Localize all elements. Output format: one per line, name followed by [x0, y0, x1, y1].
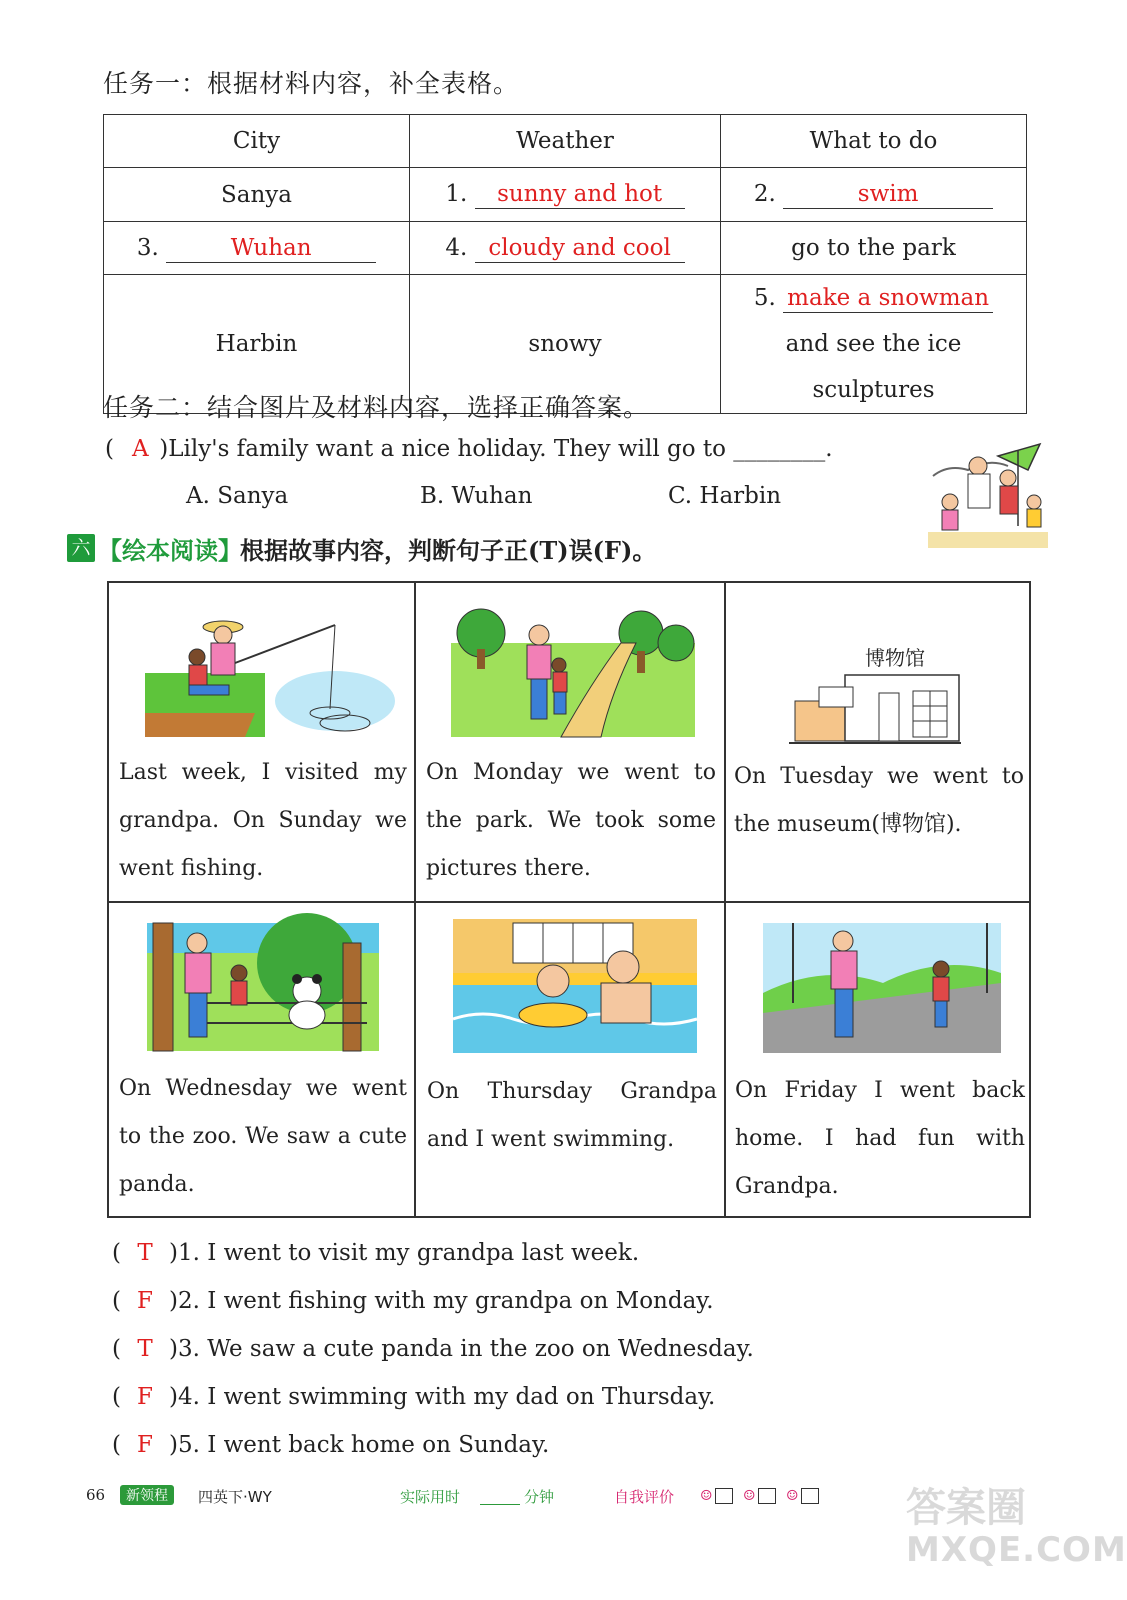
story-text-2: On Monday we went to the park. We took some pictures there. — [426, 760, 716, 881]
blank-number: 3. — [136, 234, 159, 261]
story-text-5: On Thursday Grandpa and I went swimming. — [427, 1079, 717, 1152]
story-text-1: Last week, I visited my grandpa. On Sunday we went fishing. — [119, 760, 407, 881]
time-label: 实际用时 — [400, 1488, 461, 1506]
judgement-text: )5. I went back home on Sunday. — [168, 1432, 550, 1458]
section-instruction: 根据故事内容，判断句子正(T)误(F)。 — [240, 536, 657, 565]
answer-blank: sunny and hot — [475, 180, 685, 209]
judgement-text: )4. I went swimming with my dad on Thursday. — [168, 1384, 716, 1410]
page-number: 66 — [86, 1486, 106, 1504]
section-tag: 【绘本阅读】 — [98, 536, 242, 565]
table-header-city: City — [104, 115, 410, 168]
cell-city-3 — [104, 222, 410, 275]
time-blank — [480, 1504, 520, 1505]
story-text-3: On Tuesday we went to the museum(博物馆). — [734, 764, 1024, 837]
judgement-answer: F — [137, 1288, 153, 1314]
judgement-4: ( F )4. I went swimming with my dad on Thursday. — [112, 1384, 716, 1410]
checkbox[interactable] — [758, 1488, 776, 1504]
judgement-2: ( F )2. I went fishing with my grandpa on Monday. — [112, 1288, 714, 1314]
watermark-logo: 答案圈 — [906, 1485, 1026, 1531]
swimming-picture — [453, 919, 697, 1053]
option-c: C. Harbin — [668, 483, 782, 509]
self-eval-label: 自我评价 — [614, 1488, 675, 1506]
todo-rest: and see the ice sculptures — [785, 331, 962, 403]
judgement-answer: F — [137, 1432, 153, 1458]
story-grid — [107, 581, 1031, 1218]
fishing-picture — [145, 613, 391, 737]
smiley-icons — [700, 1488, 825, 1504]
judgement-answer: T — [137, 1240, 153, 1266]
cell-city-sanya: Sanya — [104, 168, 410, 222]
answer-blank: swim — [783, 180, 993, 209]
checkbox[interactable] — [801, 1488, 819, 1504]
judgement-answer: T — [137, 1336, 153, 1362]
weather-table — [103, 114, 1027, 414]
watermark-url: MXQE.COM — [906, 1530, 1127, 1570]
park-picture — [451, 603, 695, 737]
task2-answer: A — [131, 436, 149, 462]
judgement-answer: F — [137, 1384, 153, 1410]
brand-badge: 新领程 — [120, 1485, 174, 1505]
smiley-icon: ☺ — [700, 1488, 713, 1504]
section-badge: 六 — [67, 534, 95, 562]
smiley-icon: ☺ — [743, 1488, 756, 1504]
blank-number: 4. — [445, 234, 468, 261]
family-beach-illustration — [928, 436, 1048, 548]
answer-blank: cloudy and cool — [475, 234, 685, 263]
time-unit: 分钟 — [524, 1488, 555, 1506]
cell-todo-2 — [721, 168, 1027, 222]
option-b: B. Wuhan — [420, 483, 533, 509]
museum-picture — [789, 639, 961, 745]
judgement-3: ( T )3. We saw a cute panda in the zoo on Wednesday. — [112, 1336, 754, 1362]
cell-weather-1 — [410, 168, 721, 222]
option-a: A. Sanya — [186, 483, 289, 509]
judgement-text: )3. We saw a cute panda in the zoo on Wednesday. — [168, 1336, 754, 1362]
blank-number: 1. — [445, 181, 468, 207]
cell-todo-5 — [721, 275, 1027, 414]
answer-blank: make a snowman — [783, 284, 993, 313]
blank-number: 2. — [753, 181, 776, 207]
paren-open: ( — [105, 436, 114, 462]
judgement-text: )1. I went to visit my grandpa last week. — [168, 1240, 640, 1266]
judgement-text: )2. I went fishing with my grandpa on Monday. — [168, 1288, 714, 1314]
smiley-icon: ☺ — [786, 1488, 799, 1504]
task2-heading: 任务二：结合图片及材料内容，选择正确答案。 — [103, 393, 650, 422]
table-header-weather: Weather — [410, 115, 721, 168]
cell-weather-snowy: snowy — [410, 275, 721, 414]
task2-question — [105, 436, 833, 462]
cell-todo-park: go to the park — [721, 222, 1027, 275]
judgement-5: ( F )5. I went back home on Sunday. — [112, 1432, 550, 1458]
checkbox[interactable] — [715, 1488, 733, 1504]
museum-sign: 博物馆 — [865, 646, 925, 670]
cell-weather-4 — [410, 222, 721, 275]
table-header-todo: What to do — [721, 115, 1027, 168]
cell-city-harbin: Harbin — [104, 275, 410, 414]
zoo-picture — [147, 923, 379, 1051]
book-code: 四英下·WY — [198, 1488, 272, 1506]
question-text: )Lily's family want a nice holiday. They will go to ________. — [159, 436, 833, 462]
story-text-6: On Friday I went back home. I had fun with Grandpa. — [735, 1078, 1025, 1199]
task1-heading: 任务一：根据材料内容，补全表格。 — [103, 69, 520, 98]
home-picture — [763, 923, 1001, 1053]
blank-number: 5. — [753, 285, 776, 311]
judgement-1: ( T )1. I went to visit my grandpa last week. — [112, 1240, 640, 1266]
answer-blank: Wuhan — [166, 234, 376, 263]
story-text-4: On Wednesday we went to the zoo. We saw a cute panda. — [119, 1076, 407, 1197]
